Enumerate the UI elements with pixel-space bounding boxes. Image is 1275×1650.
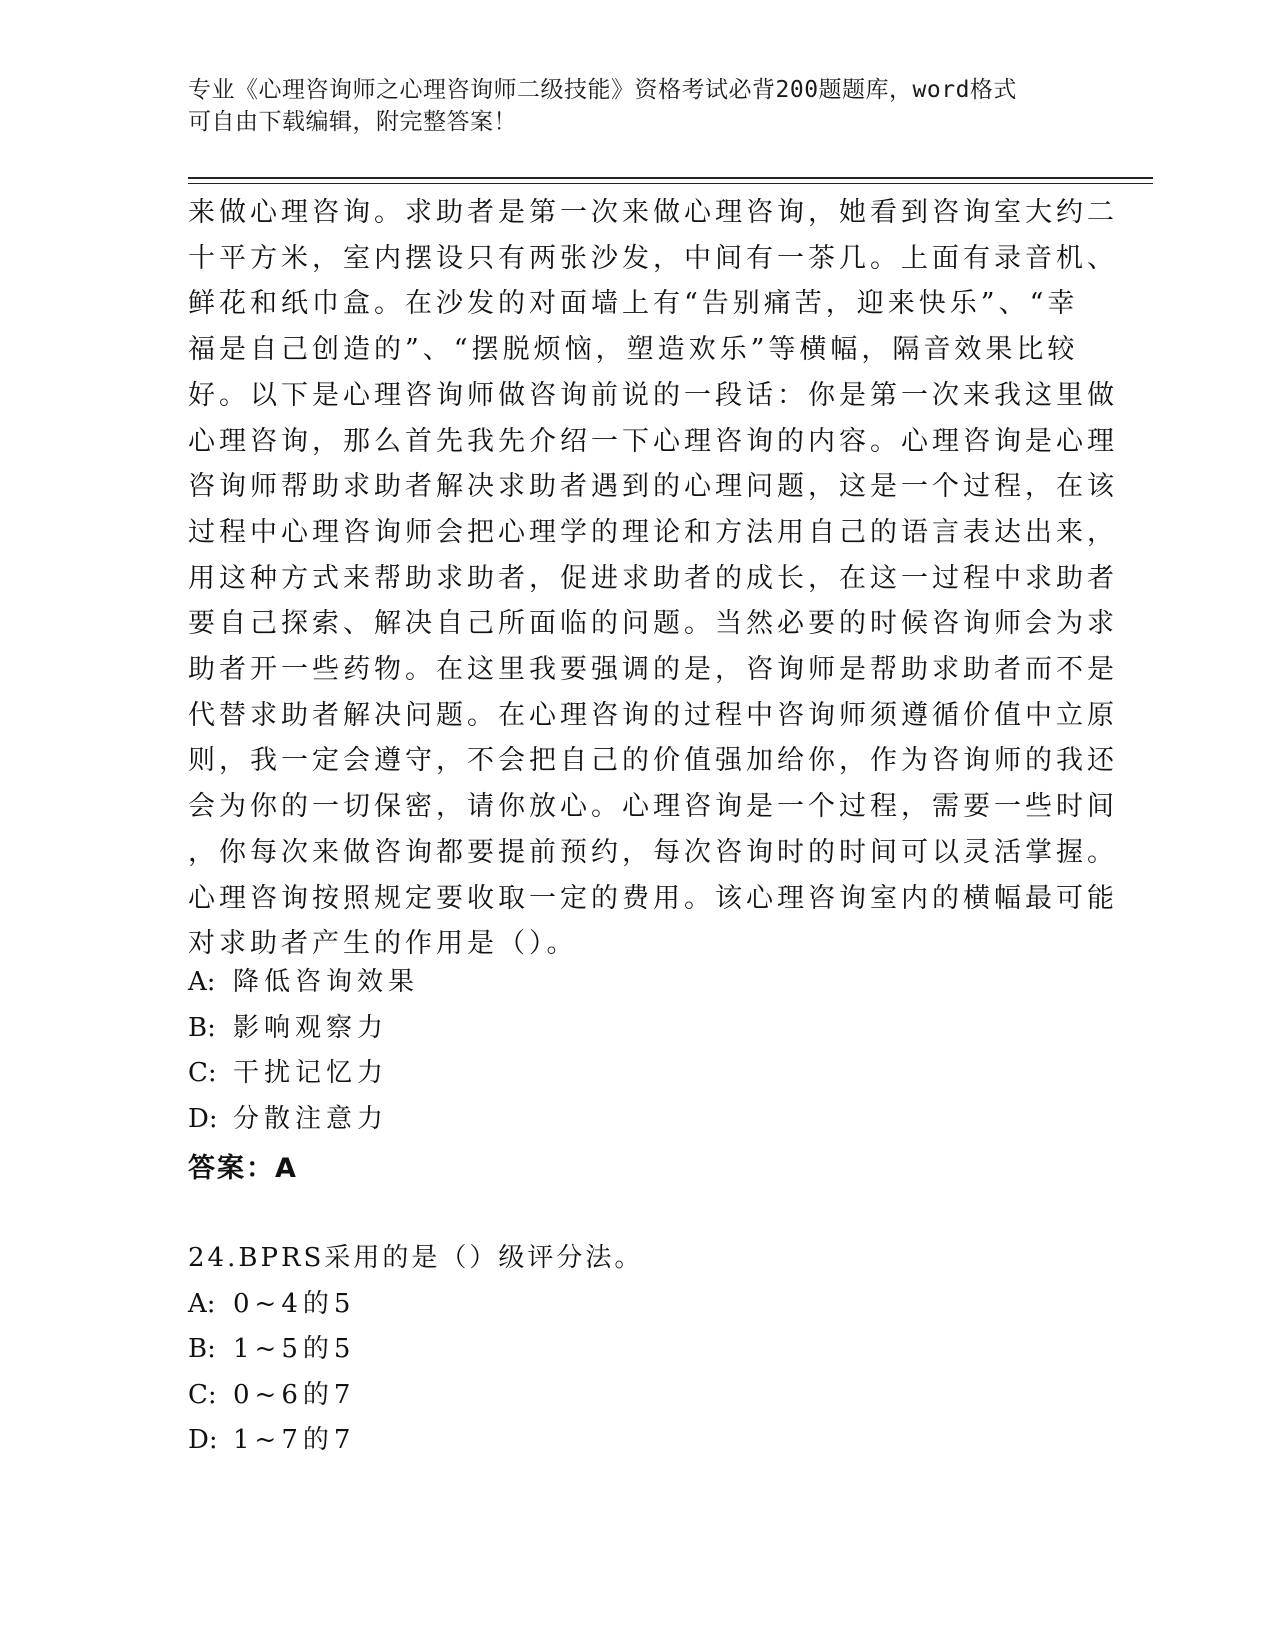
option-key: D: bbox=[188, 1103, 218, 1134]
stem-line: 助者开一些药物。在这里我要强调的是，咨询师是帮助求助者而不是 bbox=[188, 654, 1118, 686]
option-key: A: bbox=[188, 1288, 216, 1319]
option-c bbox=[188, 1373, 1068, 1419]
option-c bbox=[188, 1051, 1068, 1097]
stem-line: 对求助者产生的作用是（）。 bbox=[188, 928, 578, 960]
option-a bbox=[188, 960, 1068, 1006]
option-text: 1~7的7 bbox=[233, 1425, 356, 1455]
header-line-1: 专业《心理咨询师之心理咨询师二级技能》资格考试必背200题题库，word格式 bbox=[188, 77, 1017, 103]
option-b bbox=[188, 1006, 1068, 1052]
stem-line: 过程中心理咨询师会把心理学的理论和方法用自己的语言表达出来， bbox=[188, 516, 1118, 548]
option-text: 0~6的7 bbox=[233, 1379, 356, 1410]
stem-line: 要自己探索、解决自己所面临的问题。当然必要的时候咨询师会为求 bbox=[188, 608, 1118, 640]
option-d bbox=[188, 1097, 1068, 1143]
stem-line: 来做心理咨询。求助者是第一次来做心理咨询，她看到咨询室大约二 bbox=[188, 197, 1118, 228]
question-23-answer: 答案：A bbox=[188, 1153, 298, 1184]
stem-line: 则，我一定会遵守，不会把自己的价值强加给你，作为咨询师的我还 bbox=[188, 745, 1118, 777]
stem-line: 用这种方式来帮助求助者，促进求助者的成长，在这一过程中求助者 bbox=[188, 562, 1118, 594]
stem-line: ，你每次来做咨询都要提前预约，每次咨询时的时间可以灵活掌握。 bbox=[188, 836, 1118, 868]
stem-line: 心理咨询按照规定要收取一定的费用。该心理咨询室内的横幅最可能 bbox=[188, 882, 1118, 914]
option-text: 影响观察力 bbox=[233, 1012, 389, 1043]
stem-line: 福是自己创造的”、“摆脱烦恼，塑造欢乐”等横幅，隔音效果比较 bbox=[188, 334, 1079, 366]
option-key: B: bbox=[188, 1012, 216, 1043]
option-key: B: bbox=[188, 1334, 216, 1364]
header-line-2: 可自由下载编辑，附完整答案！ bbox=[188, 109, 517, 135]
option-text: 0~4的5 bbox=[233, 1288, 356, 1319]
option-a bbox=[188, 1282, 1068, 1328]
question-24 bbox=[188, 1236, 1068, 1464]
question-24-title: 24.BPRS采用的是（）级评分法。 bbox=[188, 1243, 644, 1273]
stem-line: 咨询师帮助求助者解决求助者遇到的心理问题，这是一个过程，在该 bbox=[188, 471, 1118, 503]
header-divider-thick bbox=[188, 177, 1153, 179]
option-b bbox=[188, 1327, 1068, 1373]
stem-line: 心理咨询，那么首先我先介绍一下心理咨询的内容。心理咨询是心理 bbox=[188, 425, 1118, 457]
option-text: 1~5的5 bbox=[233, 1334, 356, 1364]
stem-line: 鲜花和纸巾盒。在沙发的对面墙上有“告别痛苦，迎来快乐”、“幸 bbox=[188, 288, 1079, 320]
option-key: D: bbox=[188, 1425, 218, 1455]
option-key: C: bbox=[188, 1379, 217, 1410]
option-text: 干扰记忆力 bbox=[233, 1058, 389, 1088]
question-23-stem bbox=[188, 190, 1118, 967]
option-text: 降低咨询效果 bbox=[233, 967, 420, 997]
header-divider-thin bbox=[188, 183, 1153, 184]
stem-line: 代替求助者解决问题。在心理咨询的过程中咨询师须遵循价值中立原 bbox=[188, 699, 1118, 731]
option-d bbox=[188, 1418, 1068, 1464]
stem-line: 十平方米，室内摆设只有两张沙发，中间有一茶几。上面有录音机、 bbox=[188, 242, 1118, 274]
question-23-options bbox=[188, 960, 1068, 1142]
option-key: A: bbox=[188, 967, 216, 997]
stem-line: 会为你的一切保密，请你放心。心理咨询是一个过程，需要一些时间 bbox=[188, 791, 1118, 823]
option-text: 分散注意力 bbox=[233, 1103, 389, 1134]
document-header bbox=[188, 74, 1068, 138]
stem-line: 好。以下是心理咨询师做咨询前说的一段话：你是第一次来我这里做 bbox=[188, 379, 1118, 411]
option-key: C: bbox=[188, 1058, 217, 1088]
